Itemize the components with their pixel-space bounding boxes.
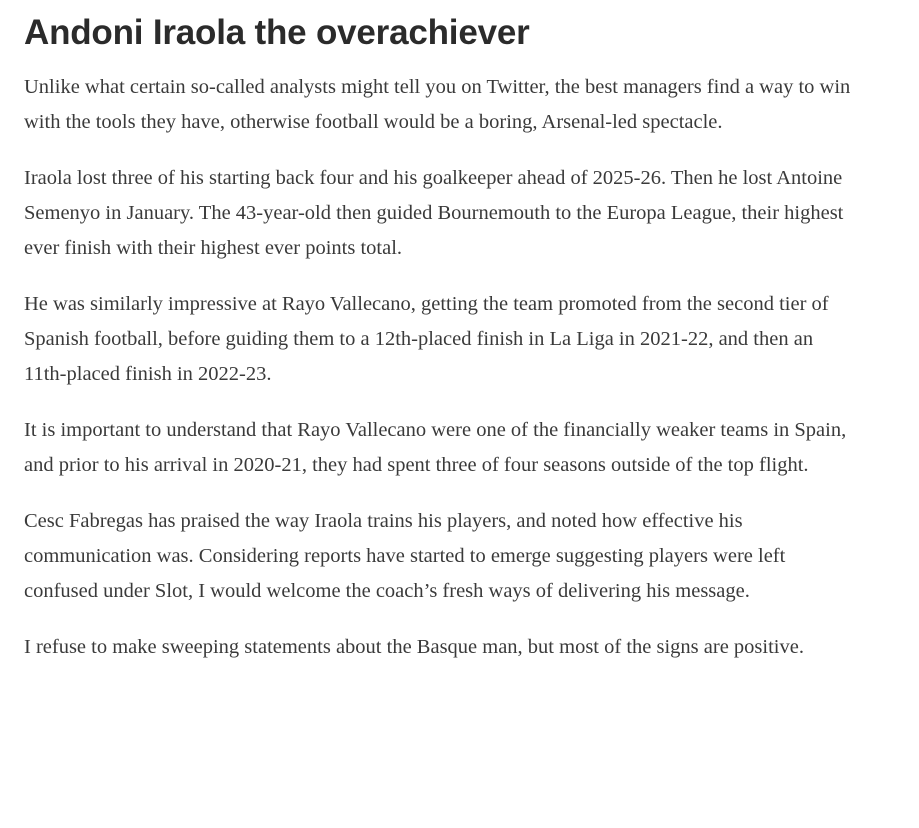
paragraph-1: Unlike what certain so-called analysts might tell you on Twitter, the best managers find a way to win with the tools they have, otherwise football would be a boring, Arsenal-led spectacle. [24,76,851,133]
paragraph-3: He was similarly impressive at Rayo Vallecano, getting the team promoted from the second tier of Spanish football, before guiding them to a 12th-placed finish in La Liga in 2021-22, and then an 11th-placed finish in 2022-23. [24,293,829,385]
paragraph-4: It is important to understand that Rayo Vallecano were one of the financially weaker teams in Spain, and prior to his arrival in 2020-21, they had spent three of four seasons outside of the top flight. [24,419,847,476]
paragraph-2: Iraola lost three of his starting back four and his goalkeeper ahead of 2025-26. Then he lost Antoine Semenyo in January. The 43-year-old then guided Bournemouth to the Europa League, their highest ever finish with their highest ever points total. [24,167,844,259]
paragraph-6: I refuse to make sweeping statements about the Basque man, but most of the signs are positive. [24,636,804,658]
paragraph-5: Cesc Fabregas has praised the way Iraola trains his players, and noted how effective his communication was. Considering reports have started to emerge suggesting players were left confused under Slot, I would welcome the coach’s fresh ways of delivering his message. [24,510,786,602]
section-heading: Andoni Iraola the overachiever [24,13,530,52]
article-body [24,10,854,686]
